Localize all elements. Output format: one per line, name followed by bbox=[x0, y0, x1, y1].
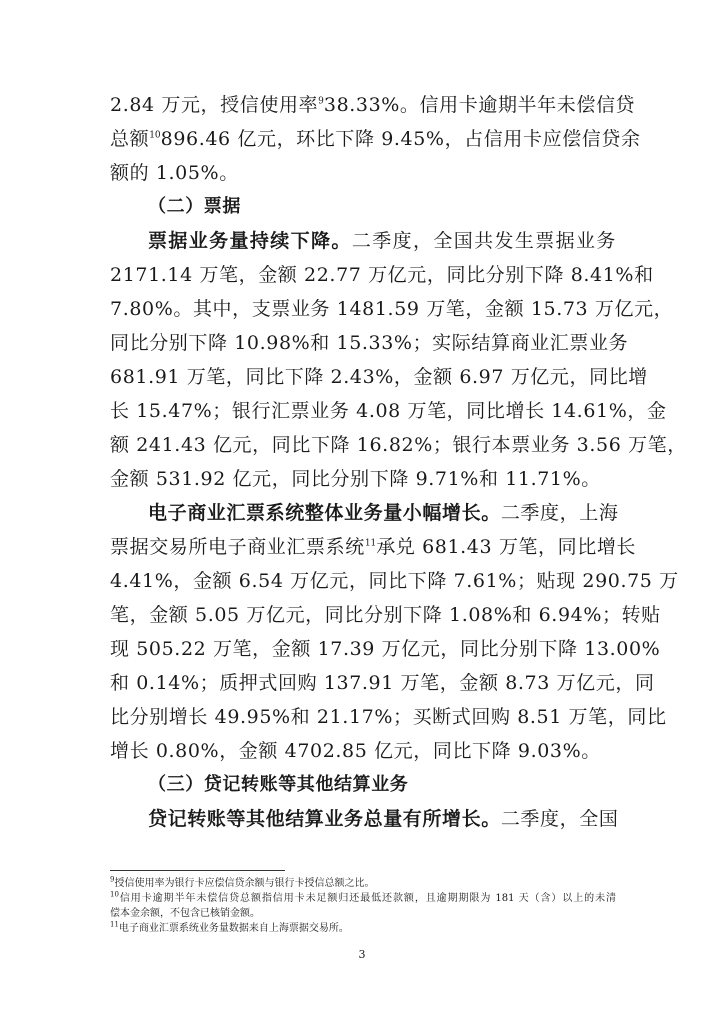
lead-sentence: 贷记转账等其他结算业务总量有所增长。 bbox=[148, 808, 501, 830]
paragraph-line: 额的 1.05%。 bbox=[110, 162, 239, 184]
lead-sentence: 票据业务量持续下降。 bbox=[148, 230, 352, 252]
paragraph-line: 总额$^{10}$896.46 亿元，环比下降 9.45%，占信用卡应偿信贷余 bbox=[110, 128, 641, 150]
paragraph-line: 同比分别下降 10.98%和 15.33%；实际结算商业汇票业务 bbox=[110, 332, 629, 354]
footnote-10-continued: 偿本金余额，不包含已核销金额。 bbox=[110, 908, 260, 919]
paragraph-line: 长 15.47%；银行汇票业务 4.08 万笔，同比增长 14.61%，金 bbox=[110, 400, 667, 422]
paragraph-line: 4.41%，金额 6.54 万亿元，同比下降 7.61%；贴现 290.75 万 bbox=[110, 570, 679, 592]
paragraph-line: 增长 0.80%，金额 4702.85 亿元，同比下降 9.03%。 bbox=[110, 740, 601, 762]
paragraph-line: 票据交易所电子商业汇票系统$^{11}$承兑 681.43 万笔，同比增长 bbox=[110, 536, 637, 558]
footnote-ref: 9 bbox=[318, 96, 324, 107]
document-body bbox=[110, 88, 687, 836]
footnote-11: $^{11}$电子商业汇票系统业务量数据来自上海票据交易所。 bbox=[110, 920, 349, 934]
paragraph-line: 现 505.22 万笔，金额 17.39 万亿元，同比分别下降 13.00% bbox=[110, 638, 661, 660]
paragraph-line: 电子商业汇票系统整体业务量小幅增长。二季度，上海 bbox=[148, 502, 619, 524]
paragraph-line: 额 241.43 亿元，同比下降 16.82%；银行本票业务 3.56 万笔， bbox=[110, 434, 687, 456]
page-number: 3 bbox=[358, 948, 366, 961]
paragraph-line: 金额 531.92 亿元，同比分别下降 9.71%和 11.71%。 bbox=[110, 468, 601, 490]
section-heading-bills: （二）票据 bbox=[148, 196, 241, 217]
section-heading-credit-transfer: （三）贷记转账等其他结算业务 bbox=[148, 774, 409, 795]
paragraph-line: 票据业务量持续下降。二季度，全国共发生票据业务 bbox=[148, 230, 616, 252]
footnote-divider bbox=[110, 870, 285, 871]
footnote-9: $^9$授信使用率为银行卡应偿信贷余额与银行卡授信总额之比。 bbox=[110, 875, 375, 889]
footnotes bbox=[110, 876, 616, 936]
paragraph-line: 笔，金额 5.05 万亿元，同比分别下降 1.08%和 6.94%；转贴 bbox=[110, 604, 661, 626]
paragraph-line: 贷记转账等其他结算业务总量有所增长。二季度，全国 bbox=[148, 808, 619, 830]
footnote-ref: 11 bbox=[364, 538, 377, 549]
paragraph-line: 和 0.14%；质押式回购 137.91 万笔，金额 8.73 万亿元，同 bbox=[110, 672, 655, 694]
paragraph-line: 比分别增长 49.95%和 21.17%；买断式回购 8.51 万笔，同比 bbox=[110, 706, 667, 728]
footnote-ref: 10 bbox=[149, 130, 161, 141]
paragraph-line: 2171.14 万笔，金额 22.77 万亿元，同比分别下降 8.41%和 bbox=[110, 264, 654, 286]
lead-sentence: 电子商业汇票系统整体业务量小幅增长。 bbox=[148, 502, 501, 524]
footnote-10: $^{10}$信用卡逾期半年未偿信贷总额指信用卡未足额归还最低还款额，且逾期期限为 181 天（含）以上的未清 bbox=[110, 890, 616, 904]
paragraph-line: 7.80%。其中，支票业务 1481.59 万笔，金额 15.73 万亿元， bbox=[110, 298, 674, 320]
paragraph-line: 681.91 万笔，同比下降 2.43%，金额 6.97 万亿元，同比增 bbox=[110, 366, 648, 388]
paragraph-line: 2.84 万元，授信使用率$^9$38.33%。信用卡逾期半年未偿信贷 bbox=[110, 94, 636, 116]
